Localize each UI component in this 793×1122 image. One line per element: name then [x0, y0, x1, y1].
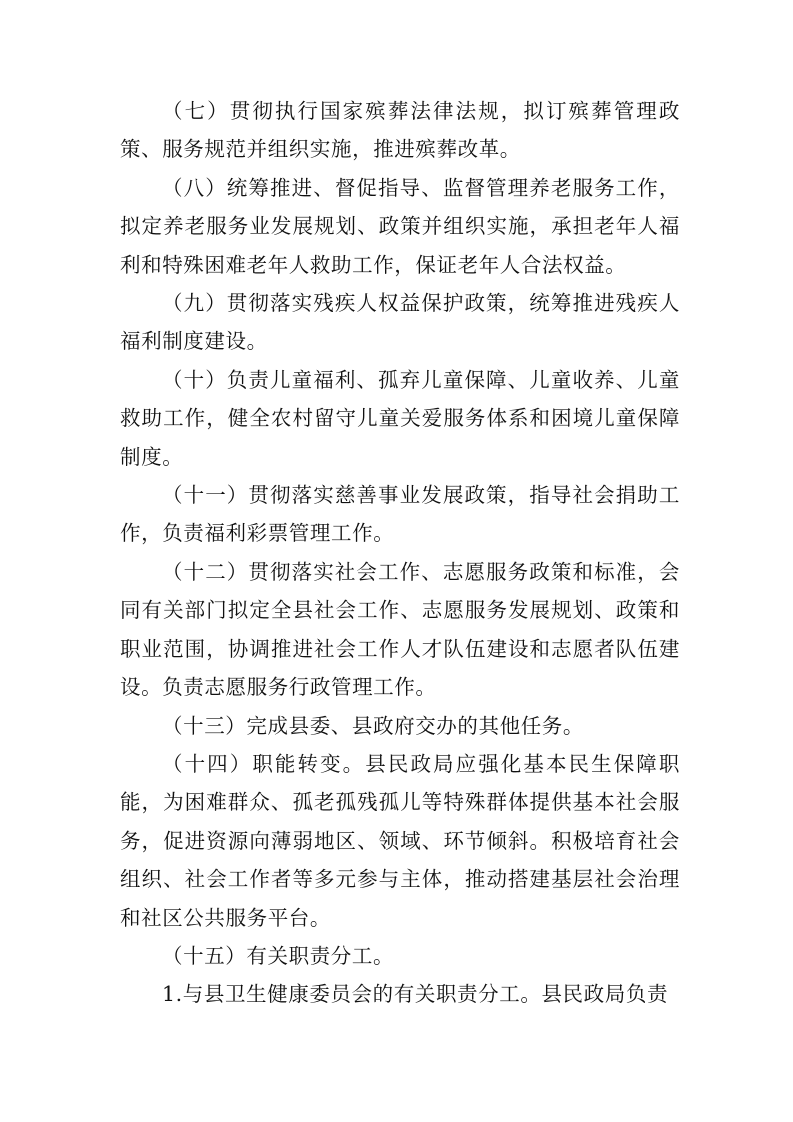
paragraph-14-function-transformation: （十四）职能转变。县民政局应强化基本民生保障职能，为困难群众、孤老孤残孤儿等特殊群体提供基本社会服务，促进资源向薄弱地区、领域、环节倾斜。积极培育社会组织、社会工作者等多元参与主体，推动搭建基层社会治理和社区公共服务平台。	[120, 751, 680, 930]
paragraph-11-charity: （十一）贯彻落实慈善事业发展政策，指导社会捐助工作，负责福利彩票管理工作。	[120, 483, 680, 546]
paragraph-10-child-welfare: （十）负责儿童福利、孤弃儿童保障、儿童收养、儿童救助工作，健全农村留守儿童关爱服务体系和困境儿童保障制度。	[120, 367, 680, 469]
paragraph-9-disability: （九）贯彻落实残疾人权益保护政策，统筹推进残疾人福利制度建设。	[120, 291, 680, 354]
document-body	[120, 92, 680, 1014]
paragraph-15-division-of-duties: （十五）有关职责分工。	[162, 943, 395, 968]
paragraph-15-item-1: 1.与县卫生健康委员会的有关职责分工。县民政局负责	[162, 982, 669, 1007]
paragraph-8-elderly-care: （八）统筹推进、督促指导、监督管理养老服务工作，拟定养老服务业发展规划、政策并组织实施，承担老年人福利和特殊困难老年人救助工作，保证老年人合法权益。	[120, 175, 680, 277]
paragraph-13-other-tasks: （十三）完成县委、县政府交办的其他任务。	[162, 713, 584, 738]
paragraph-12-social-work: （十二）贯彻落实社会工作、志愿服务政策和标准，会同有关部门拟定全县社会工作、志愿服务发展规划、政策和职业范围，协调推进社会工作人才队伍建设和志愿者队伍建设。负责志愿服务行政管理工作。	[120, 559, 680, 700]
paragraph-7-funeral: （七）贯彻执行国家殡葬法律法规，拟订殡葬管理政策、服务规范并组织实施，推进殡葬改革。	[120, 99, 680, 162]
